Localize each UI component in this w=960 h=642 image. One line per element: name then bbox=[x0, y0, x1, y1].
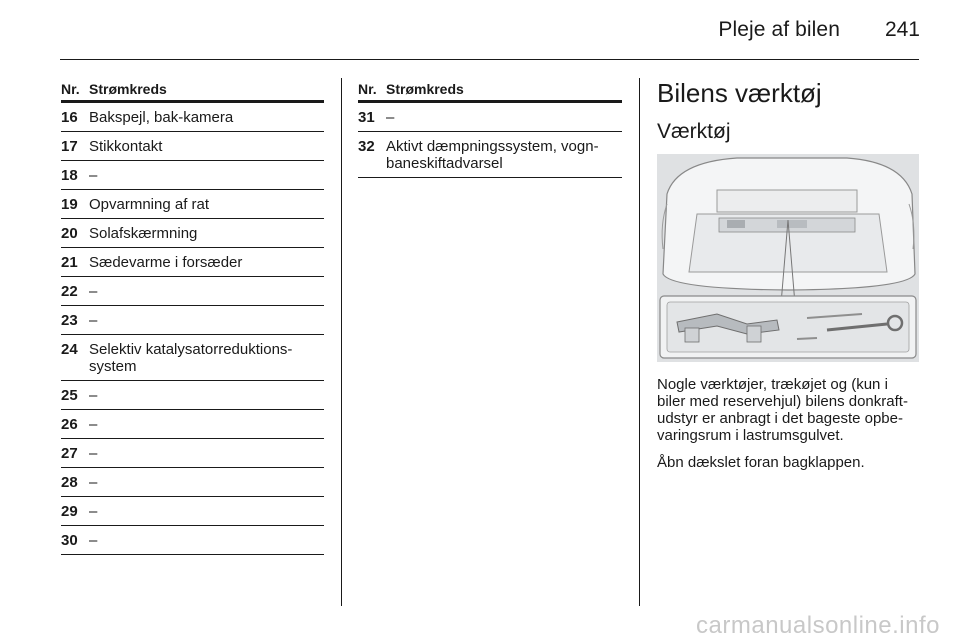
table-row bbox=[61, 219, 324, 248]
row-number: 17 bbox=[61, 138, 78, 155]
row-circuit: Solafskærmning bbox=[89, 225, 198, 242]
row-circuit: – bbox=[89, 283, 98, 300]
table-row bbox=[61, 381, 324, 410]
row-number: 16 bbox=[61, 109, 78, 126]
row-circuit: – bbox=[89, 167, 98, 184]
row-circuit: – bbox=[89, 387, 98, 404]
row-number: 31 bbox=[358, 109, 375, 126]
row-circuit: – bbox=[89, 474, 98, 491]
table-row bbox=[61, 306, 324, 335]
row-number: 28 bbox=[61, 474, 78, 491]
row-circuit: Opvarmning af rat bbox=[89, 196, 210, 213]
row-number: 30 bbox=[61, 532, 78, 549]
column-header-nr: Nr. bbox=[61, 81, 80, 97]
table-header bbox=[61, 78, 324, 103]
row-number: 18 bbox=[61, 167, 78, 184]
table-row bbox=[61, 439, 324, 468]
row-number: 21 bbox=[61, 254, 78, 271]
column-header-circuit: Strømkreds bbox=[89, 81, 167, 97]
column-divider bbox=[639, 78, 640, 606]
trunk-illustration-svg bbox=[657, 154, 919, 362]
row-circuit: Sædevarme i forsæder bbox=[89, 254, 243, 271]
table-header bbox=[358, 78, 622, 103]
table-row bbox=[61, 132, 324, 161]
section-title: Bilens værktøj bbox=[657, 78, 822, 108]
row-number: 29 bbox=[61, 503, 78, 520]
row-number: 24 bbox=[61, 341, 78, 358]
paragraph: Åbn dækslet foran bagklappen. bbox=[657, 454, 865, 471]
table-row bbox=[358, 132, 622, 178]
row-circuit: – bbox=[89, 416, 98, 433]
paragraph: Nogle værktøjer, trækøjet og (kun i biler med reservehjul) bilens donkraft-udstyr er anbragt i det bageste opbe-varingsrum i lastrumsgulvet. bbox=[657, 376, 908, 444]
trunk-tools-illustration bbox=[657, 154, 919, 362]
table-row bbox=[61, 277, 324, 306]
column-divider bbox=[341, 78, 342, 606]
row-circuit: Bakspejl, bak-kamera bbox=[89, 109, 234, 126]
tools-section bbox=[657, 78, 919, 481]
row-circuit: – bbox=[89, 312, 98, 329]
table-row bbox=[61, 468, 324, 497]
table-row bbox=[358, 103, 622, 132]
row-circuit: Selektiv katalysatorreduktions-system bbox=[89, 341, 293, 375]
row-number: 22 bbox=[61, 283, 78, 300]
header-rule bbox=[60, 59, 919, 60]
fuse-table-right bbox=[358, 78, 622, 178]
row-number: 23 bbox=[61, 312, 78, 329]
row-circuit: – bbox=[89, 445, 98, 462]
row-number: 27 bbox=[61, 445, 78, 462]
table-row bbox=[61, 335, 324, 381]
row-circuit: – bbox=[89, 532, 98, 549]
row-number: 20 bbox=[61, 225, 78, 242]
table-row bbox=[61, 103, 324, 132]
row-circuit: – bbox=[89, 503, 98, 520]
subsection-title: Værktøj bbox=[657, 120, 731, 143]
table-row bbox=[61, 526, 324, 555]
fuse-table-left bbox=[61, 78, 324, 555]
table-row bbox=[61, 497, 324, 526]
watermark: carmanualsonline.info bbox=[696, 612, 940, 639]
row-number: 25 bbox=[61, 387, 78, 404]
row-number: 32 bbox=[358, 138, 375, 155]
page-header-title: Pleje af bilen bbox=[718, 18, 840, 41]
row-circuit: – bbox=[386, 109, 395, 126]
page-number: 241 bbox=[884, 18, 920, 41]
table-row bbox=[61, 161, 324, 190]
column-header-circuit: Strømkreds bbox=[386, 81, 464, 97]
table-row bbox=[61, 190, 324, 219]
row-circuit: Aktivt dæmpningssystem, vogn-baneskiftadvarsel bbox=[386, 138, 599, 172]
row-number: 26 bbox=[61, 416, 78, 433]
column-header-nr: Nr. bbox=[358, 81, 377, 97]
row-circuit: Stikkontakt bbox=[89, 138, 163, 155]
table-row bbox=[61, 248, 324, 277]
table-row bbox=[61, 410, 324, 439]
row-number: 19 bbox=[61, 196, 78, 213]
